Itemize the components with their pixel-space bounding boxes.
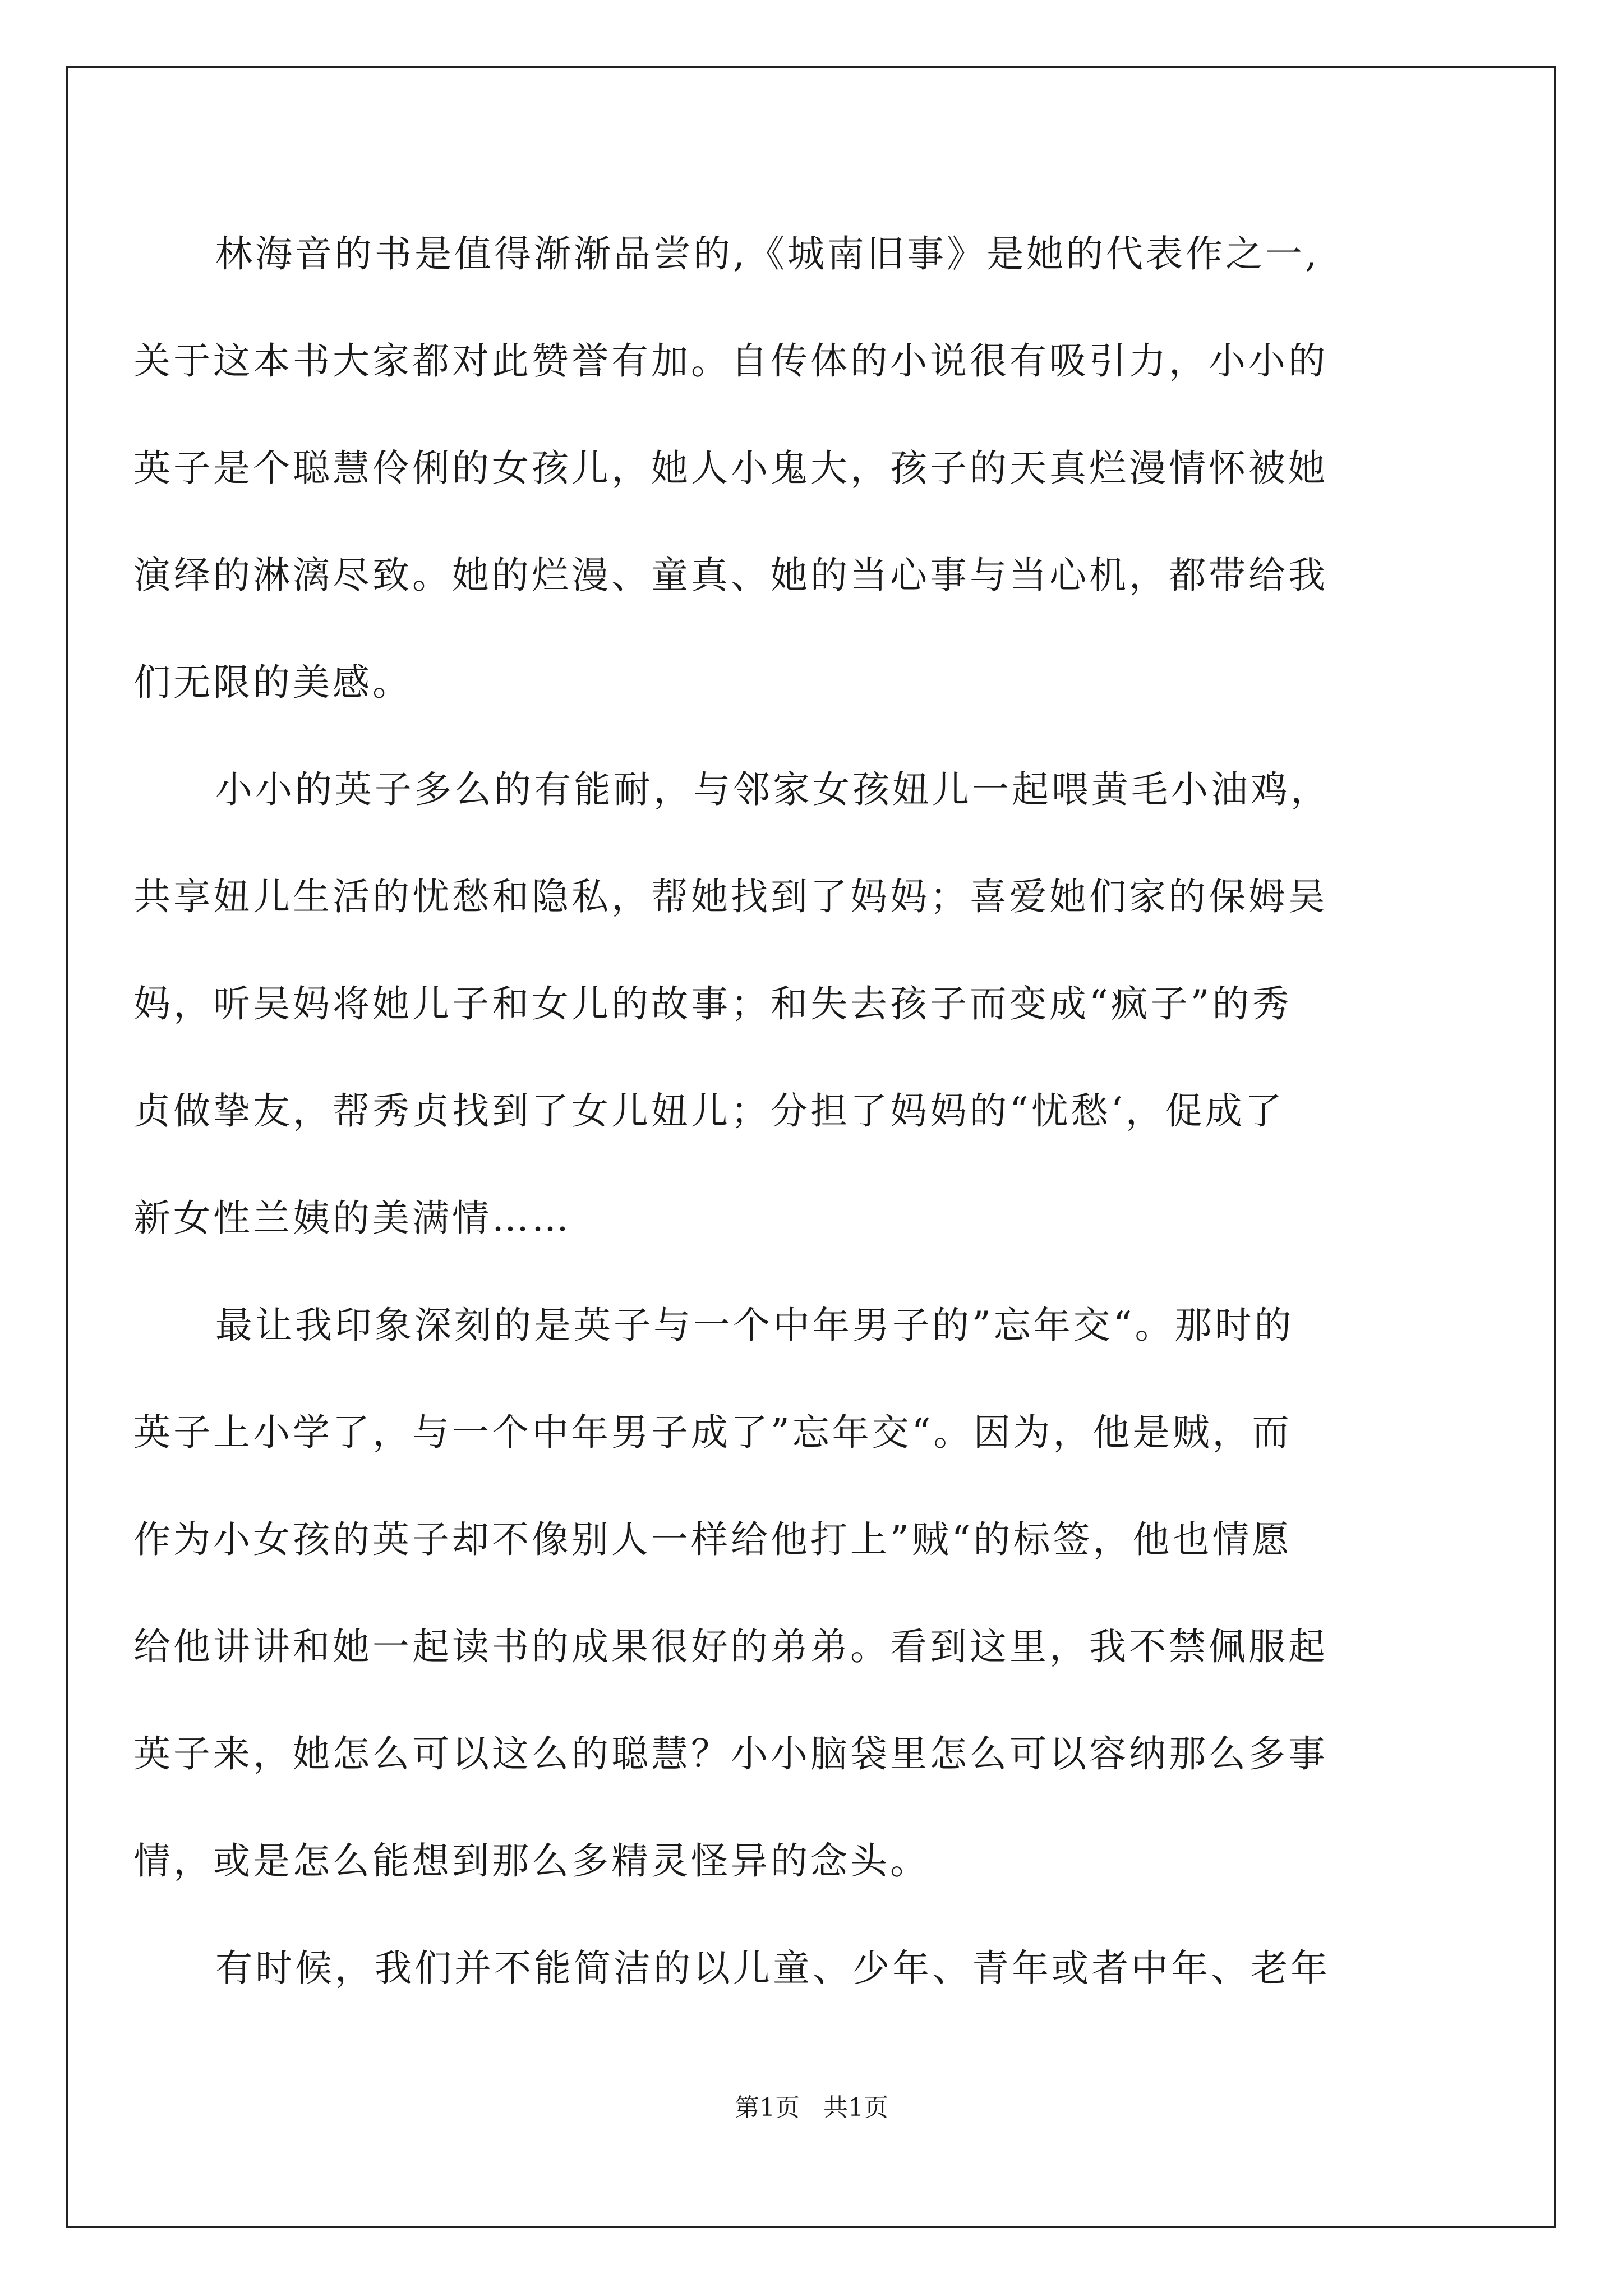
text-line: 林海音的书是值得渐渐品尝的,《城南旧事》是她的代表作之一, <box>215 232 1320 275</box>
text-line: 妈，听吴妈将她儿子和女儿的故事；和失去孩子而变成“疯子”的秀 <box>133 982 1292 1025</box>
text-line: 们无限的美感。 <box>133 661 412 704</box>
text-line: 贞做挚友，帮秀贞找到了女儿妞儿；分担了妈妈的“忧愁‘，促成了 <box>133 1089 1285 1133</box>
paragraph-3 <box>133 1272 1435 1915</box>
text-line: 英子上小学了，与一个中年男子成了”忘年交“。因为，他是贼，而 <box>133 1411 1292 1454</box>
text-line: 英子来，她怎么可以这么的聪慧？小小脑袋里怎么可以容纳那么多事 <box>133 1732 1328 1775</box>
text-line: 情，或是怎么能想到那么多精灵怪异的念头。 <box>133 1839 930 1883</box>
text-line: 小小的英子多么的有能耐，与邻家女孩妞儿一起喂黄毛小油鸡， <box>215 768 1330 811</box>
text-line: 英子是个聪慧伶俐的女孩儿，她人小鬼大，孩子的天真烂漫情怀被她 <box>133 447 1328 490</box>
page-number: 第1页 <box>735 2093 800 2122</box>
page-total: 共1页 <box>823 2093 888 2122</box>
text-line: 关于这本书大家都对此赞誉有加。自传体的小说很有吸引力，小小的 <box>133 339 1328 383</box>
text-line: 演绎的淋漓尽致。她的烂漫、童真、她的当心事与当心机，都带给我 <box>133 554 1328 597</box>
text-line: 最让我印象深刻的是英子与一个中年男子的”忘年交“。那时的 <box>215 1304 1294 1347</box>
text-line: 给他讲讲和她一起读书的成果很好的弟弟。看到这里，我不禁佩服起 <box>133 1625 1328 1668</box>
text-line: 共享妞儿生活的忧愁和隐私，帮她找到了妈妈；喜爱她们家的保姆吴 <box>133 875 1328 918</box>
paragraph-4 <box>133 1915 1435 2022</box>
text-line: 作为小女孩的英子却不像别人一样给他打上”贼“的标签，他也情愿 <box>133 1518 1292 1561</box>
document-body <box>133 200 1435 2022</box>
page-footer <box>0 2091 1623 2125</box>
paragraph-1 <box>133 200 1435 736</box>
text-line: 新女性兰姨的美满情…… <box>133 1197 571 1240</box>
text-line: 有时候，我们并不能简洁的以儿童、少年、青年或者中年、老年 <box>215 1947 1330 1990</box>
paragraph-2 <box>133 736 1435 1272</box>
